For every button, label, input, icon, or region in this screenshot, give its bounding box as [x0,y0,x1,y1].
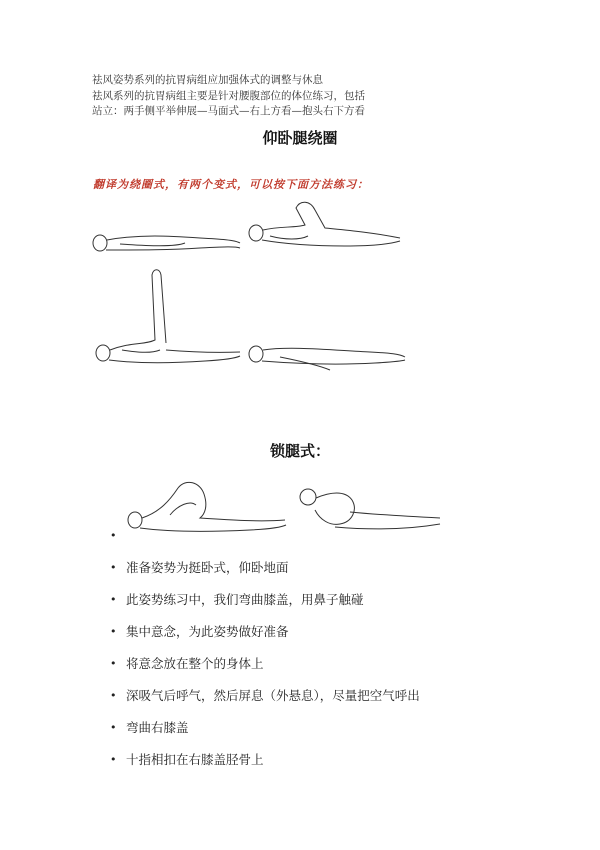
bullet-icon: • [110,657,117,670]
step-text: 弯曲右膝盖 [126,720,189,735]
intro-line-3: 站立：两手侧平举伸展—马面式—右上方看—抱头右下方看 [92,105,365,117]
list-item [110,655,530,687]
intro-line-1: 祛风姿势系列的抗胃病组应加强体式的调整与休息 [92,74,323,86]
list-item [110,719,530,751]
intro-line-2: 祛风系列的抗胃病组主要是针对腰腹部位的体位练习，包括 [92,89,365,102]
step-text: 将意念放在整个的身体上 [126,656,264,671]
bullet-icon: • [110,753,117,766]
section-note: 翻译为绕圈式，有两个变式，可以按下面方法练习： [93,178,369,191]
list-item [110,623,530,655]
step-text: 深吸气后呼气，然后屏息（外悬息），尽量把空气呼出 [126,688,420,703]
bullet-icon: • [110,721,117,734]
bullet-icon: • [110,561,117,574]
bullet-icon: • [110,625,117,638]
lying-figure-illustration [93,235,240,251]
list-item [110,527,530,559]
section-title-leg-lock: 锁腿式： [269,442,330,460]
leg-raised-illustration [96,270,240,363]
list-item [110,687,530,719]
list-item [110,751,530,783]
lying-flat-illustration [249,346,405,370]
bullet-icon: • [110,593,117,606]
knees-to-chest-illustration [128,482,286,531]
list-item [110,591,530,623]
bullet-icon: • [110,689,117,702]
knee-raised-illustration [249,202,400,246]
list-item [110,559,530,591]
step-text: 十指相扣在右膝盖胫骨上 [126,752,264,767]
instruction-list [110,527,530,783]
step-text: 集中意念，为此姿势做好准备 [126,624,289,639]
section-title-leg-circle: 仰卧腿绕圈 [262,129,338,147]
bullet-icon: • [110,529,117,542]
step-text: 此姿势练习中，我们弯曲膝盖，用鼻子触碰 [126,592,364,607]
step-text: 准备姿势为挺卧式，仰卧地面 [126,560,289,575]
curled-head-up-illustration [300,489,440,529]
